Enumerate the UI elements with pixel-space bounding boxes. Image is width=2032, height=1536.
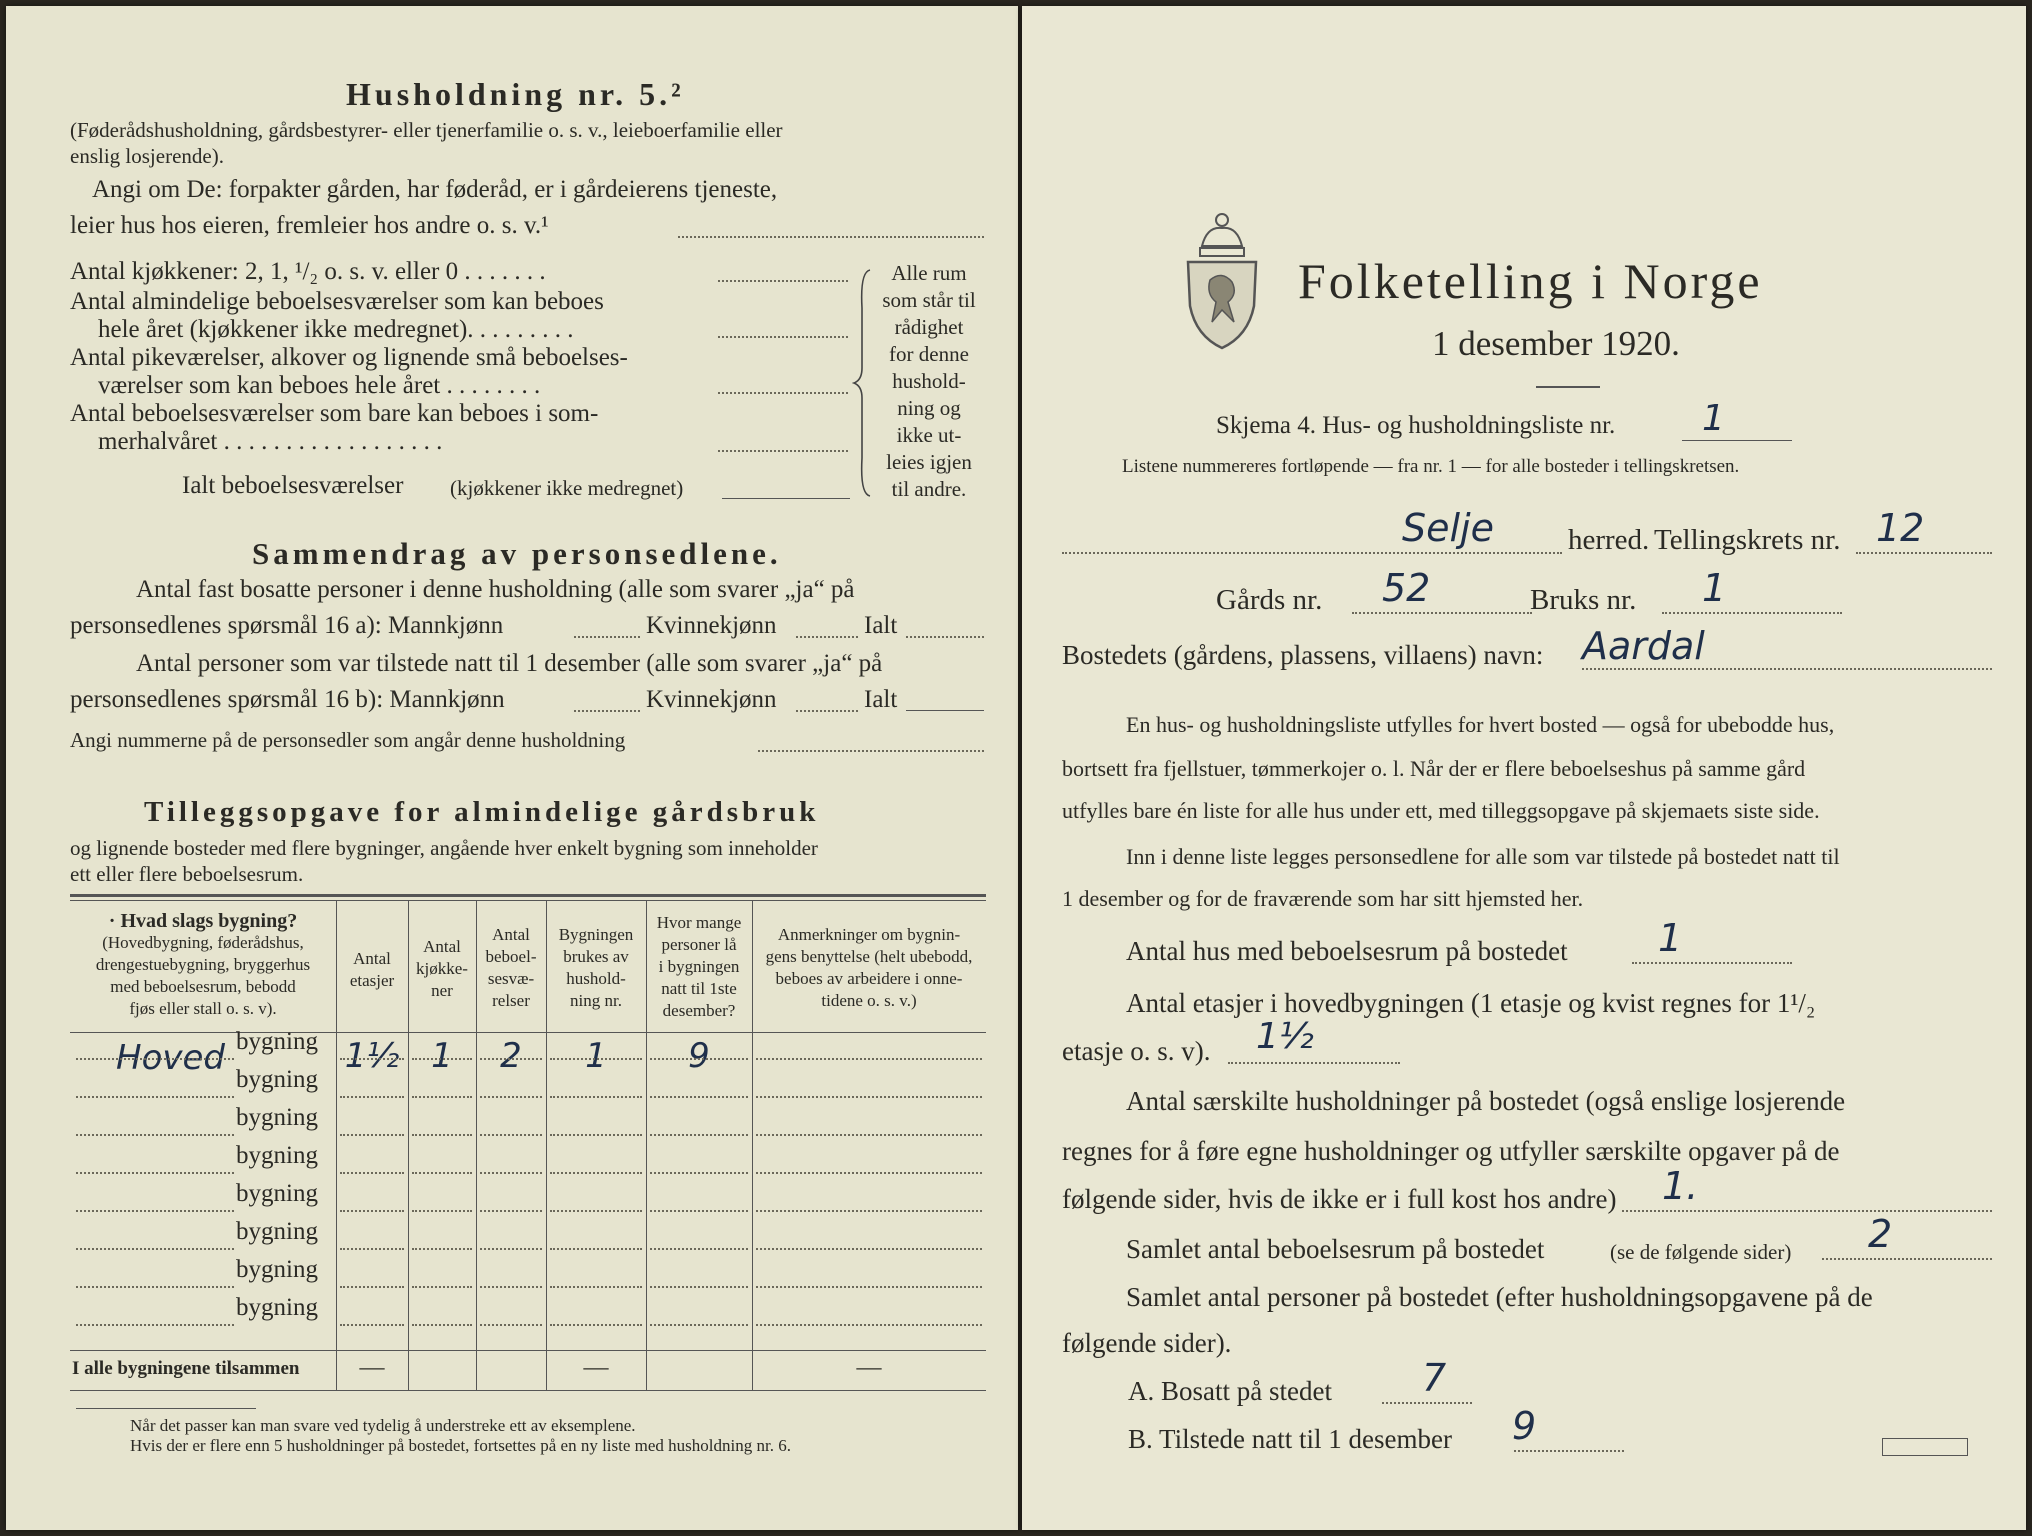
row-6-cell-6-line xyxy=(756,1248,982,1250)
a-etasjer: 1½ xyxy=(1256,1016,1314,1057)
q-rum-note: (se de følgende sider) xyxy=(1610,1240,1792,1264)
row-4-type-line xyxy=(76,1172,234,1174)
header-anmerkninger: Anmerkninger om bygnin- gens benyttelse (helt ubebodd, beboes av arbeidere i onne- tidene o. s. v.) xyxy=(765,925,973,1010)
row-7-bygning-label: bygning xyxy=(236,1256,318,1283)
skjema-label: Skjema 4. Hus- og husholdningsliste nr. xyxy=(1216,412,1616,439)
row-7-cell-4-line xyxy=(550,1286,642,1288)
kvinne-label-1: Kvinnekjønn xyxy=(646,612,777,639)
q-rum: Samlet antal beboelsesrum på bostedet xyxy=(1126,1234,1545,1264)
row-4-cell-3-line xyxy=(480,1172,542,1174)
row1-husholdning: 1 xyxy=(585,1036,607,1076)
rooms-line-2: Antal almindelige beboelsesværelser som kan beboes xyxy=(70,288,604,315)
instruction-2: bortsett fra fjellstuer, tømmerkojer o. l. Når der er flere beboelseshus på samme gård xyxy=(1062,756,1806,781)
row-1-bygning-label: bygning xyxy=(236,1028,318,1055)
row-5-cell-5-line xyxy=(650,1210,748,1212)
row-2-cell-1-line xyxy=(340,1096,404,1098)
row-5-cell-3-line xyxy=(480,1210,542,1212)
left-page xyxy=(6,6,1018,1530)
row1-kjokkener: 1 xyxy=(431,1036,453,1076)
row-1-cell-3-line xyxy=(480,1058,542,1060)
summary-title: Sammendrag av personsedlene. xyxy=(252,536,782,571)
summary-line-2: personsedlenes spørsmål 16 a): Mannkjønn xyxy=(70,612,504,639)
row-1-cell-4-line xyxy=(550,1058,642,1060)
gards-label: Gårds nr. xyxy=(1216,584,1323,616)
bosted-value: Aardal xyxy=(1582,624,1705,668)
q-etasjer-2: etasje o. s. v). xyxy=(1062,1036,1211,1066)
instruction-1: En hus- og husholdningsliste utfylles for hvert bosted — også for ubebodde hus, xyxy=(1126,712,1835,737)
summary-line-3: Antal personer som var tilstede natt til 1 desember (alle som svarer „ja“ på xyxy=(136,650,883,677)
row-8-cell-3-line xyxy=(480,1324,542,1326)
intro-line-2: enslig losjerende). xyxy=(70,144,224,168)
row-8-bygning-label: bygning xyxy=(236,1294,318,1321)
row-1-cell-6-line xyxy=(756,1058,982,1060)
ialt-label-2: Ialt xyxy=(864,686,898,713)
total-anmerkninger: — xyxy=(856,1354,882,1381)
header-building-type: · Hvad slags bygning? (Hovedbygning, føderådshus, drengestuebygning, bryggerhus med beboelsesrum, bebodd fjøs eller stall o. s. v). xyxy=(95,910,311,1018)
row1-vaerelser: 2 xyxy=(500,1036,522,1076)
bosted-label: Bostedets (gårdens, plassens, villaens) navn: xyxy=(1062,640,1544,670)
header-kjokkener: Antal kjøkke- ner xyxy=(416,937,468,1000)
q-husholdninger-2: regnes for å føre egne husholdninger og utfyller særskilte opgaver på de xyxy=(1062,1136,1840,1166)
bruks-value: 1 xyxy=(1702,566,1727,610)
row-4-cell-4-line xyxy=(550,1172,642,1174)
household-title: Husholdning nr. 5.² xyxy=(346,76,685,112)
ialt-label-1: Ialt xyxy=(864,612,898,639)
brace-icon xyxy=(852,268,874,498)
row-2-cell-6-line xyxy=(756,1096,982,1098)
brace-note: Alle rum som står til rådighet for denne hushold- ning og ikke ut- leies igjen til andre. xyxy=(882,261,976,501)
row-2-cell-2-line xyxy=(412,1096,472,1098)
row-6-bygning-label: bygning xyxy=(236,1218,318,1245)
header-etasjer: Antal etasjer xyxy=(349,949,395,990)
row-3-cell-1-line xyxy=(340,1134,404,1136)
kvinne-label-2: Kvinnekjønn xyxy=(646,686,777,713)
instruction-3: utfylles bare én liste for alle hus under ett, med tilleggsopgave på skjemaets siste side. xyxy=(1062,798,1820,823)
total-husholdning: — xyxy=(583,1354,609,1381)
row-4-bygning-label: bygning xyxy=(236,1142,318,1169)
instruction-5: 1 desember og for de fraværende som har sitt hjemsted her. xyxy=(1062,886,1584,911)
rooms-line-6: Antal beboelsesværelser som bare kan beboes i som- xyxy=(70,400,599,427)
coat-of-arms-icon xyxy=(1182,206,1262,356)
bruks-label: Bruks nr. xyxy=(1530,584,1637,616)
footnote-2: Hvis der er flere enn 5 husholdninger på bostedet, fortsettes på en ny liste med husholdning nr. 6. xyxy=(130,1436,791,1455)
row-8-cell-1-line xyxy=(340,1324,404,1326)
row-4-cell-2-line xyxy=(412,1172,472,1174)
row-4-cell-1-line xyxy=(340,1172,404,1174)
row-3-type-line xyxy=(76,1134,234,1136)
row-3-cell-5-line xyxy=(650,1134,748,1136)
row-7-type-line xyxy=(76,1286,234,1288)
header-vaerelser: Antal beboel- sesvæ- relser xyxy=(485,925,537,1010)
tillegg-title: Tilleggsopgave for almindelige gårdsbruk xyxy=(144,796,820,828)
row-7-cell-6-line xyxy=(756,1286,982,1288)
total-label: I alle bygningene tilsammen xyxy=(72,1358,300,1379)
tillegg-sub-2: ett eller flere beboelsesrum. xyxy=(70,862,304,886)
summary-line-1: Antal fast bosatte personer i denne husholdning (alle som svarer „ja“ på xyxy=(136,576,855,603)
bosatt-label: A. Bosatt på stedet xyxy=(1128,1376,1332,1406)
printer-stamp xyxy=(1882,1438,1968,1456)
q-personer-1: Samlet antal personer på bostedet (efter husholdningsopgavene på de xyxy=(1126,1282,1873,1312)
row1-personer: 9 xyxy=(688,1036,710,1076)
row-1-type-line xyxy=(76,1058,234,1060)
row-6-cell-4-line xyxy=(550,1248,642,1250)
tillegg-sub-1: og lignende bosteder med flere bygninger, angående hver enkelt bygning som inneholder xyxy=(70,836,818,860)
header-husholdning: Bygningen brukes av hushold- ning nr. xyxy=(558,925,634,1010)
row-3-cell-2-line xyxy=(412,1134,472,1136)
header-personer: Hvor mange personer lå i bygningen natt til 1ste desember? xyxy=(656,913,742,1020)
row-2-cell-4-line xyxy=(550,1096,642,1098)
q-husholdninger-3: følgende sider, hvis de ikke er i full kost hos andre) xyxy=(1062,1184,1617,1214)
row-3-cell-3-line xyxy=(480,1134,542,1136)
q-personer-2: følgende sider). xyxy=(1062,1328,1232,1358)
ialt-rooms-label: Ialt beboelsesværelser xyxy=(182,472,404,499)
rooms-line-5: værelser som kan beboes hele året . . . . . . . . xyxy=(98,372,541,399)
q-hus: Antal hus med beboelsesrum på bostedet xyxy=(1126,936,1568,966)
row-3-bygning-label: bygning xyxy=(236,1104,318,1131)
krets-label: Tellingskrets nr. xyxy=(1654,524,1841,556)
row-2-cell-5-line xyxy=(650,1096,748,1098)
skjema-note: Listene nummereres fortløpende — fra nr. 1 — for alle bosteder i tellingskretsen. xyxy=(1122,456,1740,477)
row1-type: Hoved xyxy=(116,1038,225,1078)
row-8-cell-4-line xyxy=(550,1324,642,1326)
bosatt-value: 7 xyxy=(1422,1356,1447,1400)
row1-etasjer: 1½ xyxy=(344,1036,400,1076)
row-8-type-line xyxy=(76,1324,234,1326)
row-5-cell-2-line xyxy=(412,1210,472,1212)
row-7-cell-5-line xyxy=(650,1286,748,1288)
herred-label: herred. xyxy=(1568,524,1650,556)
ialt-rooms-note: (kjøkkener ikke medregnet) xyxy=(450,476,684,500)
row-2-bygning-label: bygning xyxy=(236,1066,318,1093)
row-3-cell-6-line xyxy=(756,1134,982,1136)
footnote-1: Når det passer kan man svare ved tydelig å understreke ett av eksemplene. xyxy=(130,1416,636,1435)
row-8-cell-6-line xyxy=(756,1324,982,1326)
rooms-line-7: merhalvåret . . . . . . . . . . . . . . . . . . xyxy=(98,428,443,455)
rooms-line-1: Antal kjøkkener: 2, 1, ¹/₂ o. s. v. eller 0 . . . . . . . xyxy=(70,258,546,285)
right-page xyxy=(1022,6,2026,1530)
row-2-cell-3-line xyxy=(480,1096,542,1098)
angi-nummer: Angi nummerne på de personsedler som angår denne husholdning xyxy=(70,728,626,752)
row-5-bygning-label: bygning xyxy=(236,1180,318,1207)
row-6-cell-5-line xyxy=(650,1248,748,1250)
q-husholdninger-1: Antal særskilte husholdninger på bostedet (også enslige losjerende xyxy=(1126,1086,1846,1116)
row-6-type-line xyxy=(76,1248,234,1250)
rooms-line-4: Antal pikeværelser, alkover og lignende små beboelses- xyxy=(70,344,628,371)
row-4-cell-5-line xyxy=(650,1172,748,1174)
row-6-cell-1-line xyxy=(340,1248,404,1250)
q-etasjer-1: Antal etasjer i hovedbygningen (1 etasje og kvist regnes for 1¹/₂ xyxy=(1126,988,1816,1018)
a-hus: 1 xyxy=(1658,916,1683,960)
row-8-cell-5-line xyxy=(650,1324,748,1326)
row-8-cell-2-line xyxy=(412,1324,472,1326)
tilstede-label: B. Tilstede natt til 1 desember xyxy=(1128,1424,1452,1454)
row-3-cell-4-line xyxy=(550,1134,642,1136)
row-5-type-line xyxy=(76,1210,234,1212)
row-7-cell-3-line xyxy=(480,1286,542,1288)
census-date: 1 desember 1920. xyxy=(1432,324,1680,363)
liste-nr-value: 1 xyxy=(1702,398,1725,439)
tilstede-value: 9 xyxy=(1512,1404,1537,1448)
row-5-cell-4-line xyxy=(550,1210,642,1212)
row-6-cell-3-line xyxy=(480,1248,542,1250)
angi-line-2: leier hus hos eieren, fremleier hos andre o. s. v.¹ xyxy=(70,212,549,239)
row-2-type-line xyxy=(76,1096,234,1098)
census-title: Folketelling i Norge xyxy=(1298,253,1763,309)
row-1-cell-1-line xyxy=(340,1058,404,1060)
summary-line-4: personsedlenes spørsmål 16 b): Mannkjønn xyxy=(70,686,505,713)
row-5-cell-6-line xyxy=(756,1210,982,1212)
herred-value: Selje xyxy=(1402,506,1494,550)
intro-line-1: (Føderådshusholdning, gårdsbestyrer- eller tjenerfamilie o. s. v., leieboerfamilie eller xyxy=(70,118,783,142)
angi-line-1: Angi om De: forpakter gården, har føderåd, er i gårdeierens tjeneste, xyxy=(92,176,778,203)
row-7-cell-1-line xyxy=(340,1286,404,1288)
instruction-4: Inn i denne liste legges personsedlene for alle som var tilstede på bostedet natt til xyxy=(1126,844,1840,869)
a-husholdninger: 1. xyxy=(1662,1164,1699,1208)
a-rum: 2 xyxy=(1868,1212,1893,1256)
row-7-cell-2-line xyxy=(412,1286,472,1288)
total-etasjer: — xyxy=(359,1354,385,1381)
row-5-cell-1-line xyxy=(340,1210,404,1212)
rooms-line-3: hele året (kjøkkener ikke medregnet). . . . . . . . . xyxy=(98,316,574,343)
gards-value: 52 xyxy=(1382,566,1431,610)
row-1-cell-2-line xyxy=(412,1058,472,1060)
row-4-cell-6-line xyxy=(756,1172,982,1174)
row-1-cell-5-line xyxy=(650,1058,748,1060)
krets-value: 12 xyxy=(1876,506,1925,550)
row-6-cell-2-line xyxy=(412,1248,472,1250)
